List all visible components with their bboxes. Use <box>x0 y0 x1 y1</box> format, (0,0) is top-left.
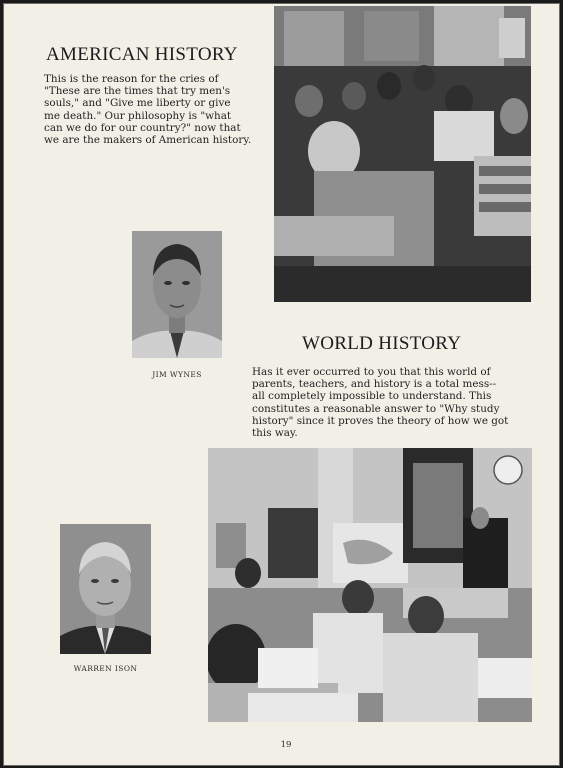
world-history-line: history" since it proves the theory of how we got <box>252 414 509 427</box>
warren-ison-portrait <box>60 524 151 654</box>
warren-ison-caption: WARREN ISON <box>73 664 138 673</box>
world-history-text <box>252 366 508 439</box>
american-history-text <box>44 73 251 146</box>
world-history-classroom-photo <box>208 448 532 722</box>
jim-wynes-caption: JIM WYNES <box>152 370 202 379</box>
world-history-heading: WORLD HISTORY <box>302 333 462 354</box>
american-history-classroom-photo <box>274 6 531 302</box>
american-history-line: souls," and "Give me liberty or give <box>44 97 231 110</box>
world-history-line: parents, teachers, and history is a total mess-- <box>252 378 497 391</box>
american-history-line: me death." Our philosophy is "what <box>44 109 232 122</box>
american-history-line: can we do for our country?" now that <box>44 121 241 134</box>
world-history-line: all completely impossible to understand. This <box>252 390 492 403</box>
yearbook-page <box>3 3 560 766</box>
world-history-line: this way. <box>252 427 298 440</box>
jim-wynes-portrait <box>132 231 222 358</box>
american-history-line: "These are the times that try men's <box>44 85 231 98</box>
page-number: 19 <box>280 740 292 750</box>
american-history-heading: AMERICAN HISTORY <box>46 44 238 65</box>
american-history-line: we are the makers of American history. <box>44 134 252 147</box>
world-history-line: Has it ever occurred to you that this world of <box>252 366 491 378</box>
world-history-line: constitutes a reasonable answer to "Why study <box>252 402 500 415</box>
american-history-line: This is the reason for the cries of <box>44 73 219 85</box>
